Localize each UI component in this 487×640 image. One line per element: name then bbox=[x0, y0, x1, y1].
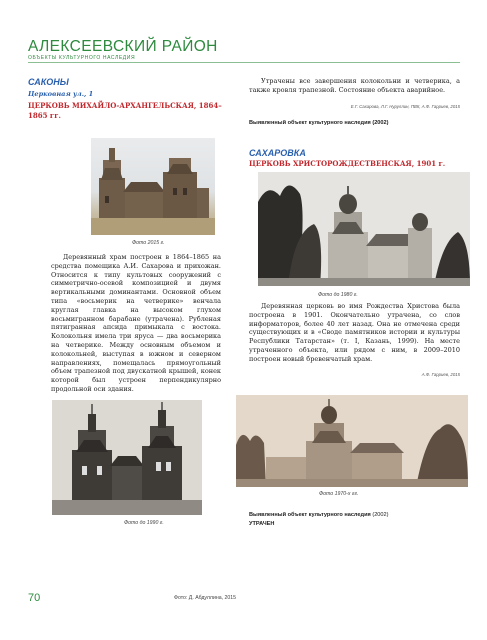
photo-caption-pre1980: Фото до 1980 г. bbox=[318, 292, 358, 298]
footer-photo-credit: Фото: Д. Абдуллина, 2015 bbox=[174, 595, 237, 601]
wooden-church-ruin-illustration bbox=[91, 138, 215, 235]
church-sepia-illustration bbox=[236, 395, 468, 487]
heritage-status-mikhaylo: Выявленный объект культурного наследия (2002) bbox=[249, 120, 389, 126]
photo-church-pre1980 bbox=[258, 172, 470, 286]
photo-church-pre1990 bbox=[52, 400, 202, 515]
photo-church-1970s bbox=[236, 395, 468, 487]
page-number: 70 bbox=[28, 592, 41, 604]
photo-caption-pre1990: Фото до 1990 г. bbox=[124, 520, 164, 526]
heritage-status-year: (2002) bbox=[370, 512, 389, 518]
church-description-khristorozhdestvenskaya: Деревянная церковь во имя Рождества Христова была построена в 1901. Окончательно утрачена, со слов информаторов, более 40 лет назад. Она не отмечена среди существующих и в «Своде памятников истории и культуры Республики Татарстан» (т. I, Казань, 1999). На месте утраченного объекта, или рядом с ним, в 2009–2010 построен новый бревенчатый храм. bbox=[249, 302, 460, 363]
photo-caption-1970s: Фото 1970-х гг. bbox=[319, 491, 359, 497]
church-title-mikhaylo: ЦЕРКОВЬ МИХАЙЛО-АРХАНГЕЛЬСКАЯ, 1864–1865 гг. bbox=[28, 101, 222, 120]
heritage-status-sakharovka bbox=[249, 512, 389, 518]
church-description-mikhaylo: Деревянный храм построен в 1864–1865 на средства помещика А.И. Сахарова и прихожан. Относится к типу культовых сооружений с симметрично-осевой композицией и двумя вертикальными доминантами. Основной объем типа «восьмерик на четверике» венчала круглая главка на высоком глухом восьмигранном барабане (утрачена). Рубленая пятигранная апсида примыкала с востока. Колокольня имела три яруса — два восьмерика на четверике. Между основным объемом и колокольней, выступая в южном и северном направлениях, помещалась прямоугольный объем трапезной под двускатной крышей, конек которой был устроен перпендикулярно продольной оси здания. bbox=[51, 253, 221, 393]
village-name-sakony: САКОНЫ bbox=[28, 77, 69, 87]
district-title: АЛЕКСЕЕВСКИЙ РАЙОН bbox=[28, 38, 218, 55]
old-church-bw-illustration bbox=[52, 400, 202, 515]
village-name-sakharovka: САХАРОВКА bbox=[249, 148, 306, 158]
district-subtitle: ОБЪЕКТЫ КУЛЬТУРНОГО НАСЛЕДИЯ bbox=[28, 55, 136, 61]
header-divider bbox=[28, 62, 460, 63]
heritage-status-label: Выявленный объект культурного наследия bbox=[249, 512, 371, 518]
photo-caption-2015: Фото 2015 г. bbox=[132, 240, 165, 246]
lost-status-label: УТРАЧЕН bbox=[249, 521, 275, 527]
church-title-khristorozhdestvenskaya: ЦЕРКОВЬ ХРИСТОРОЖДЕСТВЕНСКАЯ, 1901 г. bbox=[249, 159, 446, 168]
church-with-trees-illustration bbox=[258, 172, 470, 286]
mikhaylo-continued-text: Утрачены все завершения колокольни и четверика, а также кровля трапезной. Состояние объекта аварийное. bbox=[249, 77, 460, 94]
church-address: Церковная ул., 1 bbox=[28, 90, 94, 98]
author-credit-mikhaylo: Е.Г. Сахарова, Л.Г. Нуруллин, ПВК, А.Ф. Гарриев, 2015 bbox=[350, 104, 460, 109]
photo-church-2015 bbox=[91, 138, 215, 235]
author-credit-sakharovka: А.Ф. Гарриев, 2015 bbox=[421, 372, 460, 377]
